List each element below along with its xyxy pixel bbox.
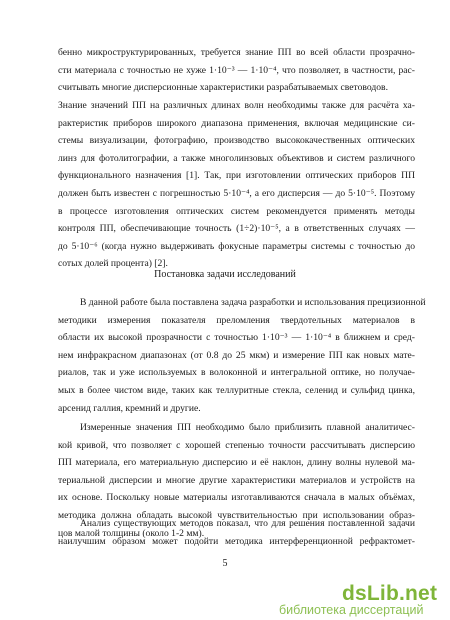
paragraph-5 [58,515,415,550]
text-line: Измеренные значения ПП необходимо было приблизить плавной аналитичес- [80,422,415,433]
text-line: рактеристик приборов широкого диапазона применения, включая медицинские си- [58,117,415,129]
text-line: нем инфракрасном диапазонах (от 0.8 до 25 мкм) и измерение ПП как новых мате- [58,349,415,361]
text-line: контроля ПП, обеспечивающие точность (1÷2)·10⁻⁵, а в ответственных случаях — [58,223,415,235]
page-number: 5 [222,558,228,569]
text-line: в процессе изготовления оптических систем рекомендуется применять методы [58,205,415,217]
text-line: методика должна обладать высокой чувствительностью при использовании образ- [58,509,415,521]
text-line: методики измерения показателя преломления твердотельных материалов в [58,314,415,326]
dslib-logo[interactable]: dsLib.net [342,582,438,605]
text-line: области их высокой прозрачности с точностью 1·10⁻³ — 1·10⁻⁴ в ближнем и сред- [58,332,415,344]
text-line: стемы визуализации, фотографию, производство высококачественных оптических [58,135,415,147]
text-line: сти материала с точностью не хуже 1·10⁻³ — 1·10⁻⁴, что позволяет, в частности, рас- [58,64,415,76]
text-line: Знание значений ПП на различных длинах волн необходимы также для расчёта ха- [58,100,415,111]
paragraph-3 [58,294,426,417]
text-line: наилучшим образом может подойти методика интерференционной рефрактомет- [58,535,415,547]
paragraph-2 [58,97,415,273]
text-line: мых в более чистом виде, таких как теллуритные стекла, селенид и сульфид цинка, [58,384,415,396]
text-line: их основе. Поскольку новые материалы изготавливаются сначала в малых объёмах, [58,492,415,504]
text-line: териальной дисперсии и многие другие характеристики материалов и устройств на [58,474,415,486]
text-line: ПП материала, его материальную дисперсию и её наклон, длину волны нулевой ма- [58,457,415,469]
text-line: арсенид галлия, кремний и другие. [58,402,201,414]
text-line: бенно микроструктурированных, требуется знание ПП во всей области прозрачно- [58,47,415,58]
text-line: считывать многие дисперсионные характеристики разрабатываемых световодов. [58,82,388,94]
text-line: Анализ существующих методов показал, что для решения поставленной задачи [80,518,415,529]
text-line: функционального назначения [1]. Так, при изготовлении оптических приборов ПП [58,170,415,182]
text-line: кой кривой, что позволяет с хорошей степенью точности рассчитывать дисперсию [58,439,415,451]
paragraph-1 [58,44,415,97]
text-line: сотых долей процента) [2]. [58,258,168,270]
dslib-subtitle: библиотека диссертаций [279,603,424,617]
text-line: линз для фотолитографии, а также многолинзовых объективов и систем различного [58,152,415,164]
text-line: цов малой толщины (около 1-2 мм). [58,527,205,539]
text-line: до 5·10⁻⁶ (когда нужно выдерживать фокусные параметры системы с точностью до [58,240,415,252]
section-heading: Постановка задачи исследований [154,269,296,280]
text-line: В данной работе была поставлена задача разработки и использования прецизионной [80,297,426,308]
text-line: должен быть известен с погрешностью 5·10⁻⁴, а его дисперсия — до 5·10⁻⁵. Поэтому [58,187,415,199]
text-line: риалов, так и уже используемых в волоконной и интегральной оптике, но получае- [58,367,415,379]
